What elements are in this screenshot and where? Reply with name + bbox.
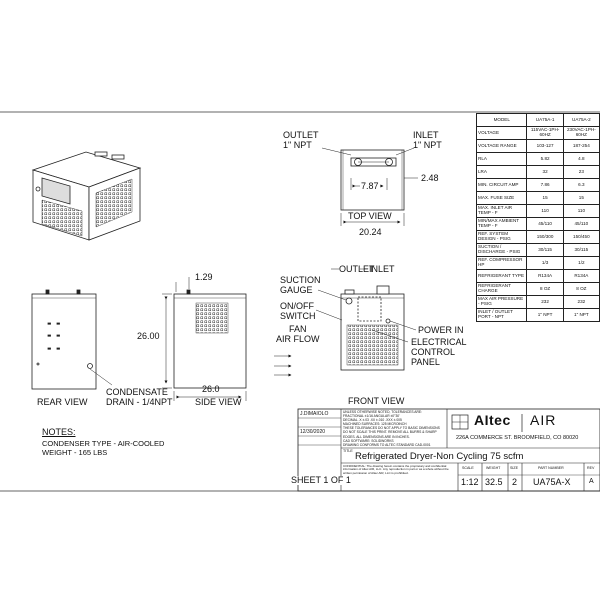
spec-row-value: 1/2 [563, 257, 599, 270]
rev-value: A [589, 478, 594, 485]
condensate-label-1: CONDENSATE [106, 387, 168, 397]
company-address: 226A COMMERCE ST. BROOMFIELD, CO 80020 [456, 435, 579, 441]
spec-row-label: MAX. FUSE SIZE [477, 192, 527, 205]
spec-row-value: 7.86 [527, 179, 563, 192]
side-view [162, 277, 246, 401]
spec-row-value: 115VAC-1PH-60HZ [527, 127, 563, 140]
dim-2024: 20.24 [359, 227, 382, 237]
drawn-by: J.DIMAIOLO [300, 411, 329, 417]
electrical-label-2: CONTROL [411, 347, 456, 357]
spec-row-value: 4.8 [563, 153, 599, 166]
spec-row-value: 8 OZ [563, 283, 599, 296]
spec-table-row [477, 231, 600, 244]
tolerance-note-line: DRAWING CONFORMS TO ALTEC STANDARD CAD-0001 [343, 442, 431, 447]
dim-2600: 26.00 [137, 331, 160, 341]
spec-row-label: MAX AIR PRESSURE - PSIG [477, 296, 527, 309]
sheet-label: SHEET 1 OF 1 [291, 475, 351, 485]
spec-row-label: REFRIGERANT CHARGE [477, 283, 527, 296]
spec-row-value: 8 OZ [527, 283, 563, 296]
spec-row-value: 232 [527, 296, 563, 309]
front-view-label: FRONT VIEW [348, 396, 405, 406]
spec-row-label: MAX. INLET AIR TEMP - F [477, 205, 527, 218]
rear-view [32, 290, 112, 389]
spec-row-value: R134A [527, 270, 563, 283]
spec-table-row [477, 166, 600, 179]
spec-table-row [477, 127, 600, 140]
note-condenser: CONDENSER TYPE - AIR-COOLED [42, 439, 165, 448]
onoff-label-1: ON/OFF [280, 301, 314, 311]
inlet-top-label: INLET [413, 130, 439, 140]
rev-header: REV [587, 466, 595, 470]
spec-table-row [477, 140, 600, 153]
spec-table-row [477, 192, 600, 205]
spec-row-value: 110 [563, 205, 599, 218]
title-label: TITLE [343, 449, 353, 453]
spec-row-label: VOLTAGE [477, 127, 527, 140]
spec-row-label: REFRIGERANT TYPE [477, 270, 527, 283]
tolerance-note-line: THESE TOLERANCES DO NOT APPLY TO BASIC DIMENSIONS [343, 426, 440, 431]
spec-row-label: VOLTAGE RANGE [477, 140, 527, 153]
tolerance-note-line: UNLESS OTHERWISE NOTED, TOLERANCES ARE: [343, 410, 422, 414]
tolerance-note-line: FRACTIONAL ±1/16 ANGULAR ±0°30' [343, 414, 400, 419]
size-header: SIZE [510, 466, 518, 470]
fan-airflow-arrows [274, 356, 291, 375]
electrical-label-1: ELECTRICAL [411, 337, 467, 347]
spec-row-value: R134A [563, 270, 599, 283]
front-view [316, 269, 416, 370]
drawing-title: Refrigerated Dryer-Non Cycling 75 scfm [355, 451, 524, 462]
spec-row-value: 45/110 [563, 218, 599, 231]
tolerance-notes [343, 410, 447, 447]
spec-row-value: 230VAC-1PH-60HZ [563, 127, 599, 140]
spec-row-value: 30/115 [563, 244, 599, 257]
note-weight: WEIGHT - 165 LBS [42, 448, 108, 457]
spec-row-label: MIN/MAX AMBIENT TEMP - F [477, 218, 527, 231]
notes-title: NOTES: [42, 427, 76, 437]
spec-row-label: SUCTION / DISCHARGE - PSIG [477, 244, 527, 257]
top-view-label: TOP VIEW [348, 211, 392, 221]
spec-table-row [477, 244, 600, 257]
size-value: 2 [512, 477, 518, 487]
spec-table-row [477, 179, 600, 192]
spec-table-row [477, 283, 600, 296]
spec-row-value: 150/300 [527, 231, 563, 244]
tolerance-note-line: CAD SOFTWARE: SOLIDWORKS [343, 438, 394, 443]
weight-value: 32.5 [485, 477, 503, 487]
spec-table-row [477, 257, 600, 270]
outlet-top-npt-label: 1" NPT [283, 140, 312, 150]
scale-header: SCALE [462, 466, 474, 470]
fan-label-1: FAN [289, 324, 307, 334]
onoff-label-2: SWITCH [280, 311, 316, 321]
spec-row-value: 32 [527, 166, 563, 179]
power-in-label: POWER IN [418, 325, 464, 335]
spec-table-row [477, 270, 600, 283]
spec-row-value: 150/450 [563, 231, 599, 244]
part-number-header: PART NUMBER [538, 466, 564, 470]
spec-row-label: INLET / OUTLET PORT - NPT [477, 309, 527, 322]
electrical-label-3: PANEL [411, 357, 440, 367]
spec-row-label: MIN. CIRCUIT AMP [477, 179, 527, 192]
spec-row-value: 1" NPT [527, 309, 563, 322]
spec-row-value: 30/115 [527, 244, 563, 257]
spec-row-value: 187-254 [563, 140, 599, 153]
spec-table-row [477, 218, 600, 231]
rear-view-label: REAR VIEW [37, 397, 88, 407]
spec-row-value: 1" NPT [563, 309, 599, 322]
spec-row-value: 110 [527, 205, 563, 218]
spec-table-row [477, 205, 600, 218]
spec-table [476, 113, 600, 322]
spec-table-row [477, 309, 600, 322]
spec-row-value: 23 [563, 166, 599, 179]
outlet-front-label: OUTLET [339, 264, 375, 274]
spec-row-label: REF. COMPRESSOR HP [477, 257, 527, 270]
part-number-value: UA75A-X [533, 477, 571, 487]
spec-row-value: 6.3 [563, 179, 599, 192]
weight-header: WEIGHT [486, 466, 501, 470]
tolerance-note-line: DECIMAL .X ±.03 .XX ±.010 .XXX ±.005 [343, 418, 402, 423]
spec-row-label: RLA [477, 153, 527, 166]
tolerance-note-line: DO NOT SCALE THIS PRINT. REMOVE ALL BURRS & SHARP [343, 430, 437, 435]
drawn-date: 12/30/2020 [300, 429, 326, 435]
spec-row-value: 45/110 [527, 218, 563, 231]
dim-248: 2.48 [421, 173, 439, 183]
company-name: AItec [474, 412, 511, 428]
spec-row-value: 232 [563, 296, 599, 309]
spec-table-row [477, 296, 600, 309]
spec-row-value: 1/3 [527, 257, 563, 270]
spec-row-value: 15 [563, 192, 599, 205]
inlet-front-label: INLET [369, 264, 395, 274]
spec-row-value: 15 [527, 192, 563, 205]
company-suffix: AIR [530, 412, 557, 428]
fan-label-2: AIR FLOW [276, 334, 320, 344]
dim-787: 7.87 [361, 181, 379, 191]
spec-row-label: REF. SYSTEM DESIGN - PSIG [477, 231, 527, 244]
tolerance-note-line: EDGES. ALL DIMENSIONS ARE IN INCHES. [343, 434, 410, 439]
spec-row-value: 103-127 [527, 140, 563, 153]
scale-value: 1:12 [461, 477, 479, 487]
spec-table-row [477, 153, 600, 166]
dim-260: 26.0 [202, 384, 220, 394]
inlet-top-npt-label: 1" NPT [413, 140, 442, 150]
spec-table-header: MODEL UA75A-1 UA75A-2 [477, 114, 600, 127]
outlet-top-label: OUTLET [283, 130, 319, 140]
spec-row-value: 5.82 [527, 153, 563, 166]
suction-label-2: GAUGE [280, 285, 313, 295]
suction-label-1: SUCTION [280, 275, 321, 285]
dim-129: 1.29 [195, 272, 213, 282]
spec-row-label: LRA [477, 166, 527, 179]
tolerance-note-line: MACHINED SURFACES: 125 MICROINCH [343, 422, 407, 427]
side-view-label: SIDE VIEW [195, 397, 242, 407]
isometric-view [33, 152, 140, 240]
confidential-text: CONFIDENTIAL: The drawing herein contains the proprietary and confidential information of Altec AIR, LLC. Any reproduction in part or as a whole without the written permission of Altec AIR, LLC is prohibited. [343, 464, 449, 475]
condensate-label-2: DRAIN - 1/4NPT [106, 397, 173, 407]
